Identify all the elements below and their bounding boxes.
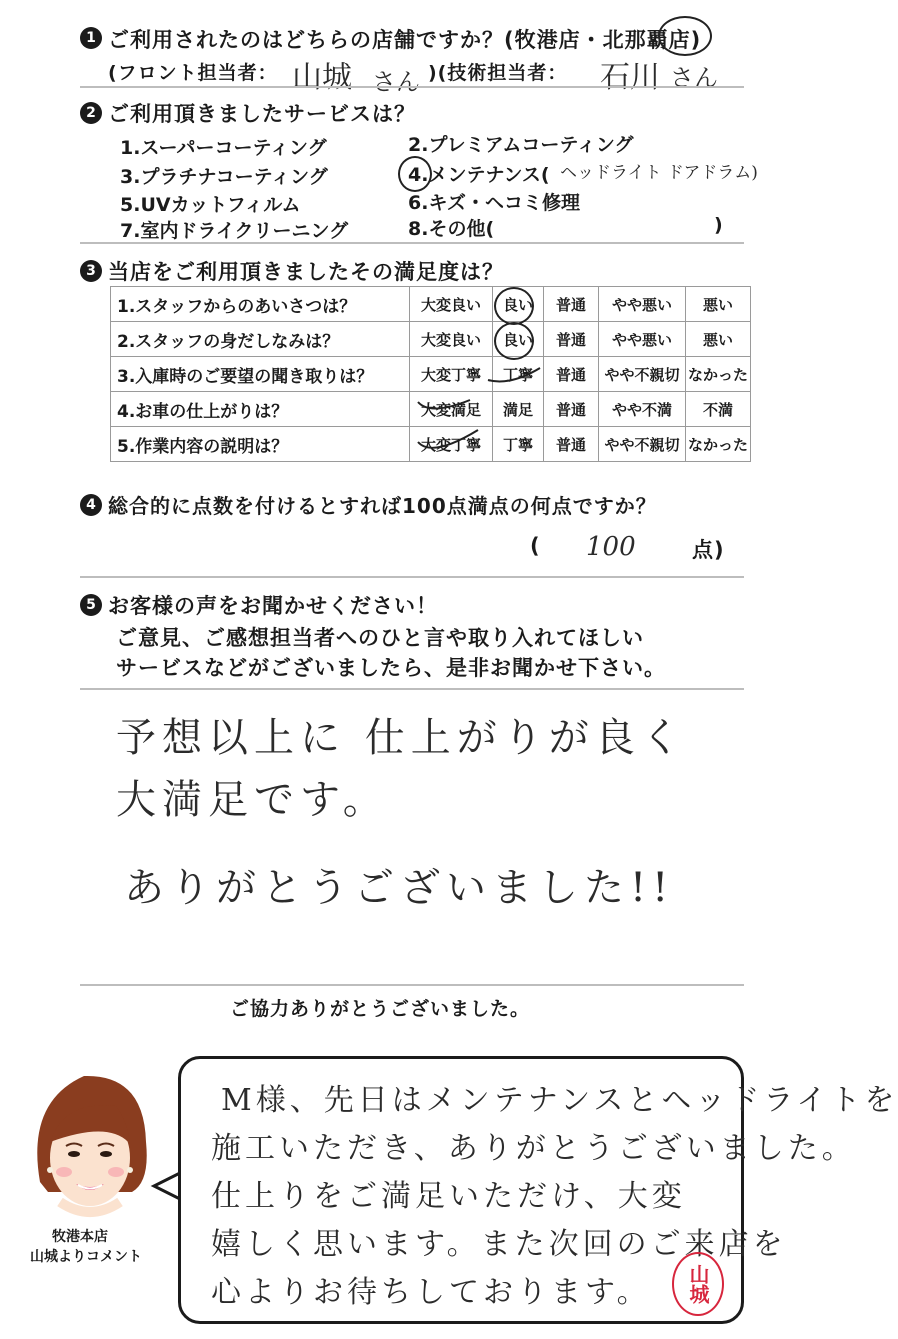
tech-staff-label: )(技術担当者： — [428, 62, 568, 84]
question-5-number: 5 — [80, 594, 102, 616]
service-6: 6.キズ・ヘコミ修理 — [408, 192, 581, 214]
service-3: 3.プラチナコーティング — [120, 166, 328, 188]
rating-question: 3.入庫時のご要望の聞き取りは？ — [111, 357, 410, 392]
question-3-text: 当店をご利用頂きましたその満足度は？ — [108, 260, 504, 284]
score-open: ( — [530, 534, 541, 558]
rating-option: 良い — [493, 322, 544, 357]
name-stamp — [672, 1252, 724, 1316]
customer-answer-line-1: 予想以上に 仕上がりが良く — [116, 715, 687, 761]
divider-6 — [80, 984, 744, 986]
store-option-kitanaha: 北那覇店 — [602, 28, 691, 52]
rating-option: 大変良い — [410, 322, 493, 357]
rating-option: 大変良い — [410, 287, 493, 322]
rating-option: 丁寧 — [493, 427, 544, 462]
service-1: 1.スーパーコーティング — [120, 137, 327, 159]
rating-option: なかった — [686, 357, 751, 392]
comment-line-5: 心よりお待ちしております。 — [211, 1275, 651, 1310]
thanks-text: ご協力ありがとうございました。 — [230, 998, 531, 1020]
service-5: 5.UVカットフィルム — [120, 194, 301, 216]
rating-option: 普通 — [544, 392, 599, 427]
score-value: 100 — [586, 532, 636, 562]
question-1-prompt: ご利用されたのはどちらの店舗ですか？( — [108, 28, 515, 52]
rating-question: 4.お車の仕上がりは？ — [111, 392, 410, 427]
rating-option: 普通 — [544, 322, 599, 357]
staff-avatar — [20, 1062, 160, 1222]
service-2: 2.プレミアムコーティング — [408, 134, 634, 156]
question-5-sub-2: サービスなどがございましたら、是非お聞かせ下さい。 — [116, 656, 666, 680]
service-8: 8.その他( — [408, 218, 495, 240]
comment-line-4: 嬉しく思います。また次回のご来店を — [211, 1227, 787, 1262]
staff-comment-bubble — [178, 1056, 898, 1324]
rating-option: 大変丁寧 — [410, 357, 493, 392]
customer-answer-line-2: 大満足です。 — [116, 777, 389, 823]
rating-option: 良い — [493, 287, 544, 322]
divider-5 — [80, 688, 744, 690]
service-8-close: ) — [714, 214, 723, 236]
divider-4 — [80, 576, 744, 578]
rating-option: 普通 — [544, 427, 599, 462]
comment-line-1: M様、先日はメンテナンスとヘッドライトを — [221, 1083, 898, 1118]
store-separator: ・ — [580, 28, 603, 52]
question-1-number: 1 — [80, 27, 102, 49]
rating-option: 不満 — [686, 392, 751, 427]
store-close: ) — [690, 28, 702, 52]
rating-option: やや不親切 — [599, 427, 686, 462]
rating-option: 悪い — [686, 287, 751, 322]
front-staff-suffix: さん — [372, 68, 420, 96]
tech-staff-name: 石川 — [600, 60, 660, 95]
question-4-text: 総合的に点数を付けるとすれば100点満点の何点ですか？ — [108, 494, 657, 518]
score-unit: 点) — [692, 538, 725, 562]
rating-option: やや悪い — [599, 287, 686, 322]
rating-option: 大変満足 — [410, 392, 493, 427]
customer-answer-line-3: ありがとうございました!! — [124, 865, 675, 911]
rating-option: 悪い — [686, 322, 751, 357]
rating-option: 丁寧 — [493, 357, 544, 392]
rating-option: 普通 — [544, 357, 599, 392]
question-5-text: お客様の声をお聞かせください！ — [108, 594, 438, 618]
store-option-makiminato: 牧港店 — [514, 28, 581, 52]
question-2-number: 2 — [80, 102, 102, 124]
rating-question: 1.スタッフからのあいさつは？ — [111, 287, 410, 322]
comment-line-2: 施工いただき、ありがとうございました。 — [211, 1131, 856, 1166]
name-stamp-text: 山城 — [686, 1264, 710, 1304]
question-2-text: ご利用頂きましたサービスは？ — [108, 102, 416, 126]
rating-option: やや不親切 — [599, 357, 686, 392]
maintenance-note: ヘッドライト ドアドラム) — [560, 163, 758, 183]
front-staff-name: 山城 — [292, 60, 352, 95]
staff-store: 牧港本店 — [52, 1229, 108, 1245]
question-4-number: 4 — [80, 494, 102, 516]
rating-option: やや悪い — [599, 322, 686, 357]
rating-check-marks — [0, 0, 768, 480]
staff-comment-label: 山城よりコメント — [30, 1249, 142, 1265]
tech-staff-suffix: さん — [670, 64, 718, 92]
rating-question: 5.作業内容の説明は？ — [111, 427, 410, 462]
rating-option: 満足 — [493, 392, 544, 427]
service-4: 4.メンテナンス( — [408, 164, 550, 186]
question-5-sub-1: ご意見、ご感想担当者へのひと言や取り入れてほしい — [116, 626, 644, 650]
comment-line-3: 仕上りをご満足いただけ、大変 — [211, 1179, 686, 1214]
rating-option: やや不満 — [599, 392, 686, 427]
rating-option: 大変丁寧 — [410, 427, 493, 462]
rating-option: 普通 — [544, 287, 599, 322]
rating-option: なかった — [686, 427, 751, 462]
front-staff-label: (フロント担当者： — [108, 62, 278, 84]
service-7: 7.室内ドライクリーニング — [120, 220, 349, 242]
question-3-number: 3 — [80, 260, 102, 282]
rating-question: 2.スタッフの身だしなみは？ — [111, 322, 410, 357]
